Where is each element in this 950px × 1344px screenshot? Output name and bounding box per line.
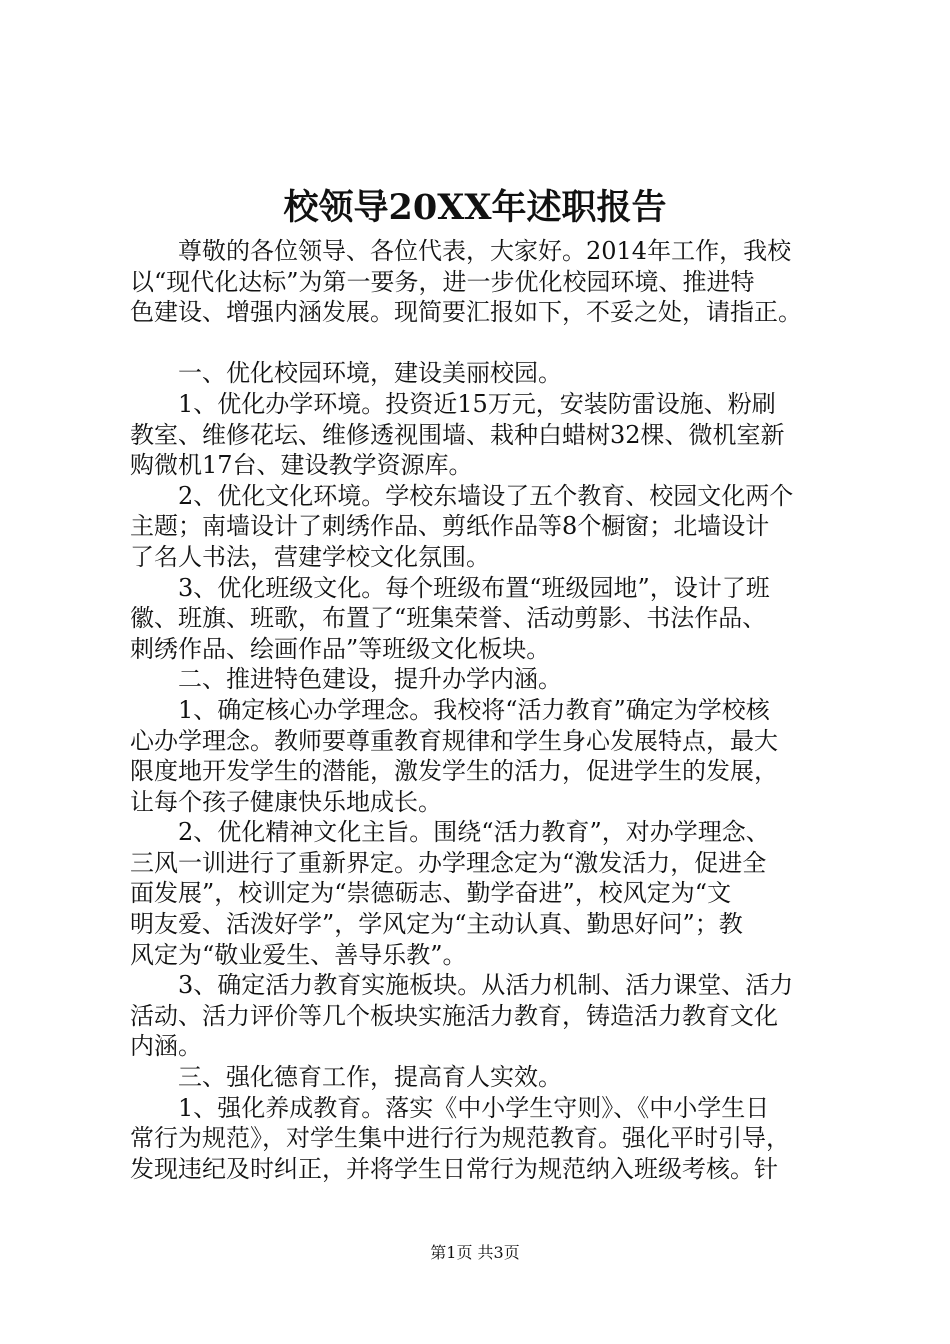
text-line: 二、推进特色建设，提升办学内涵。: [178, 665, 562, 694]
text-line: 风定为“敬业爱生、善导乐教”。: [130, 940, 467, 969]
text-line: 刺绣作品、绘画作品”等班级文化板块。: [130, 634, 551, 663]
section-heading-1: [130, 358, 830, 389]
section-heading-2: [130, 664, 830, 695]
text-line: 1、强化养成教育。落实《中小学生守则》、《中小学生日: [178, 1093, 770, 1122]
text-line: 1、确定核心办学理念。我校将“活力教育”确定为学校核: [178, 695, 770, 724]
text-line: 3、优化班级文化。每个班级布置“班级园地”，设计了班: [178, 573, 770, 602]
text-line: 内涵。: [130, 1032, 202, 1061]
text-line: 发现违纪及时纠正，并将学生日常行为规范纳入班级考核。针: [130, 1154, 778, 1183]
text-line: 让每个孩子健康快乐地成长。: [130, 787, 442, 816]
text-line: 活动、活力评价等几个板块实施活力教育，铸造活力教育文化: [130, 1001, 778, 1030]
text-line: 色建设、增强内涵发展。现简要汇报如下，不妥之处，请指正。: [130, 298, 802, 327]
text-line: 尊敬的各位领导、各位代表，大家好。2014年工作，我校: [178, 237, 792, 265]
paragraph-1-3: [130, 573, 830, 665]
text-line: 徽、班旗、班歌，布置了“班集荣誉、活动剪影、书法作品、: [130, 604, 767, 633]
text-line: 三风一训进行了重新界定。办学理念定为“激发活力，促进全: [130, 848, 767, 877]
text-line: 明友爱、活泼好学”，学风定为“主动认真、勤思好问”；教: [130, 910, 743, 939]
paragraph-1-2: [130, 481, 830, 573]
text-line: 1、优化办学环境。投资近15万元，安装防雷设施、粉刷: [178, 389, 776, 418]
paragraph-2-3: [130, 970, 830, 1062]
paragraph-gap: [130, 328, 830, 359]
document-title: 校领导20XX年述职报告: [283, 187, 667, 228]
text-line: 面发展”，校训定为“崇德砺志、勤学奋进”，校风定为“文: [130, 879, 732, 908]
page-footer: 第1页 共3页: [430, 1243, 520, 1262]
text-line: 2、优化精神文化主旨。围绕“活力教育”，对办学理念、: [178, 818, 770, 847]
paragraph-intro: [130, 236, 830, 328]
text-line: 主题；南墙设计了刺绣作品、剪纸作品等8个橱窗；北墙设计: [130, 512, 770, 541]
document-body: [130, 236, 830, 1184]
paragraph-2-2: [130, 817, 830, 970]
paragraph-2-1: [130, 695, 830, 817]
text-line: 2、优化文化环境。学校东墙设了五个教育、校园文化两个: [178, 481, 794, 510]
text-line: 常行为规范》，对学生集中进行行为规范教育。强化平时引导，: [130, 1124, 790, 1153]
paragraph-1-1: [130, 389, 830, 481]
text-line: 心办学理念。教师要尊重教育规律和学生身心发展特点，最大: [130, 726, 778, 755]
text-line: 一、优化校园环境，建设美丽校园。: [178, 359, 562, 388]
section-heading-3: [130, 1062, 830, 1093]
text-line: 教室、维修花坛、维修透视围墙、栽种白蜡树32棵、微机室新: [130, 420, 785, 449]
text-line: 三、强化德育工作，提高育人实效。: [178, 1063, 562, 1092]
text-line: 限度地开发学生的潜能，激发学生的活力，促进学生的发展，: [130, 757, 778, 786]
text-line: 以“现代化达标”为第一要务，进一步优化校园环境、推进特: [130, 267, 755, 296]
text-line: 购微机17台、建设教学资源库。: [130, 451, 473, 480]
paragraph-3-1: [130, 1093, 830, 1185]
text-line: 3、确定活力教育实施板块。从活力机制、活力课堂、活力: [178, 971, 794, 1000]
text-line: 了名人书法，营建学校文化氛围。: [130, 542, 490, 571]
